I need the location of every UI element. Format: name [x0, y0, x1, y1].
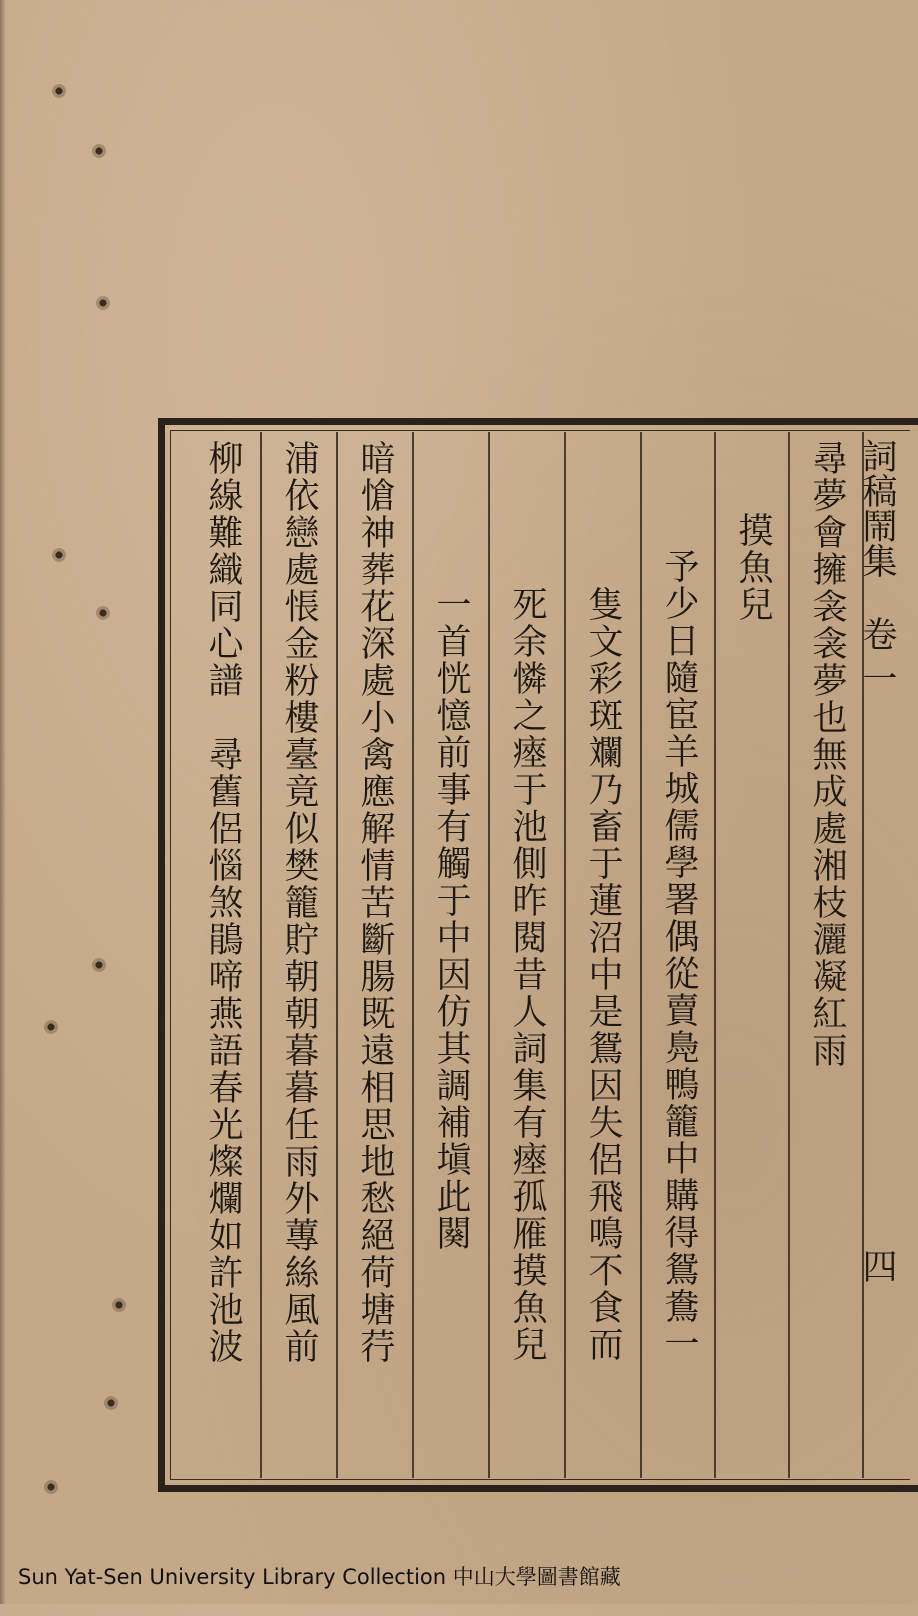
- running-title: 詞稿鬧集: [857, 438, 897, 578]
- column-rule: [714, 432, 716, 1478]
- text-column: 予少日隨宦羊城儒學署偶從賣鳧鴨籠中購得鴛鴦一: [659, 548, 699, 1362]
- text-column: 暗愴神葬花深處小禽應解情苦斷腸既遠相思地愁絕荷塘荇: [355, 440, 395, 1365]
- binding-hole: [52, 548, 66, 562]
- binding-hole: [52, 84, 66, 98]
- binding-hole: [44, 1480, 58, 1494]
- column-rule: [488, 432, 490, 1478]
- text-column: 浦依戀處悵金粉樓臺竟似樊籠貯朝朝暮暮任雨外蓴絲風前: [279, 440, 319, 1365]
- binding-hole: [112, 1298, 126, 1312]
- column-rule: [336, 432, 338, 1478]
- binding-hole: [96, 606, 110, 620]
- column-rule: [260, 432, 262, 1478]
- binding-hole: [96, 296, 110, 310]
- binding-hole: [92, 144, 106, 158]
- text-column: 柳線難織同心譜 尋舊侶惱煞鵑啼燕語春光燦爛如許池波: [203, 440, 243, 1365]
- column-rule: [640, 432, 642, 1478]
- page-edge: [0, 0, 6, 1604]
- column-rule: [788, 432, 790, 1478]
- text-column: 摸魚兒: [733, 512, 773, 623]
- binding-hole: [104, 1396, 118, 1410]
- collection-caption: Sun Yat-Sen University Library Collection 中山大學圖書館藏: [18, 1565, 621, 1589]
- text-column: 一首恍憶前事有觸于中因仿其調補塡此闋: [431, 586, 471, 1252]
- column-rule: [412, 432, 414, 1478]
- text-column: 尋夢會擁衾衾夢也無成處湘枝灑凝紅雨: [807, 440, 847, 1069]
- column-rule: [564, 432, 566, 1478]
- text-column: 隻文彩斑斕乃畜于蓮沼中是鴛因失侶飛鳴不食而: [583, 586, 623, 1363]
- column-rule: [862, 432, 864, 1478]
- fold-mark: 一: [857, 660, 897, 695]
- binding-hole: [92, 958, 106, 972]
- binding-hole: [44, 1020, 58, 1034]
- page-number: 四: [857, 1248, 897, 1283]
- text-column: 死余憐之瘞于池側昨閱昔人詞集有瘞孤雁摸魚兒: [507, 586, 547, 1363]
- fold-mark: 卷: [857, 616, 897, 651]
